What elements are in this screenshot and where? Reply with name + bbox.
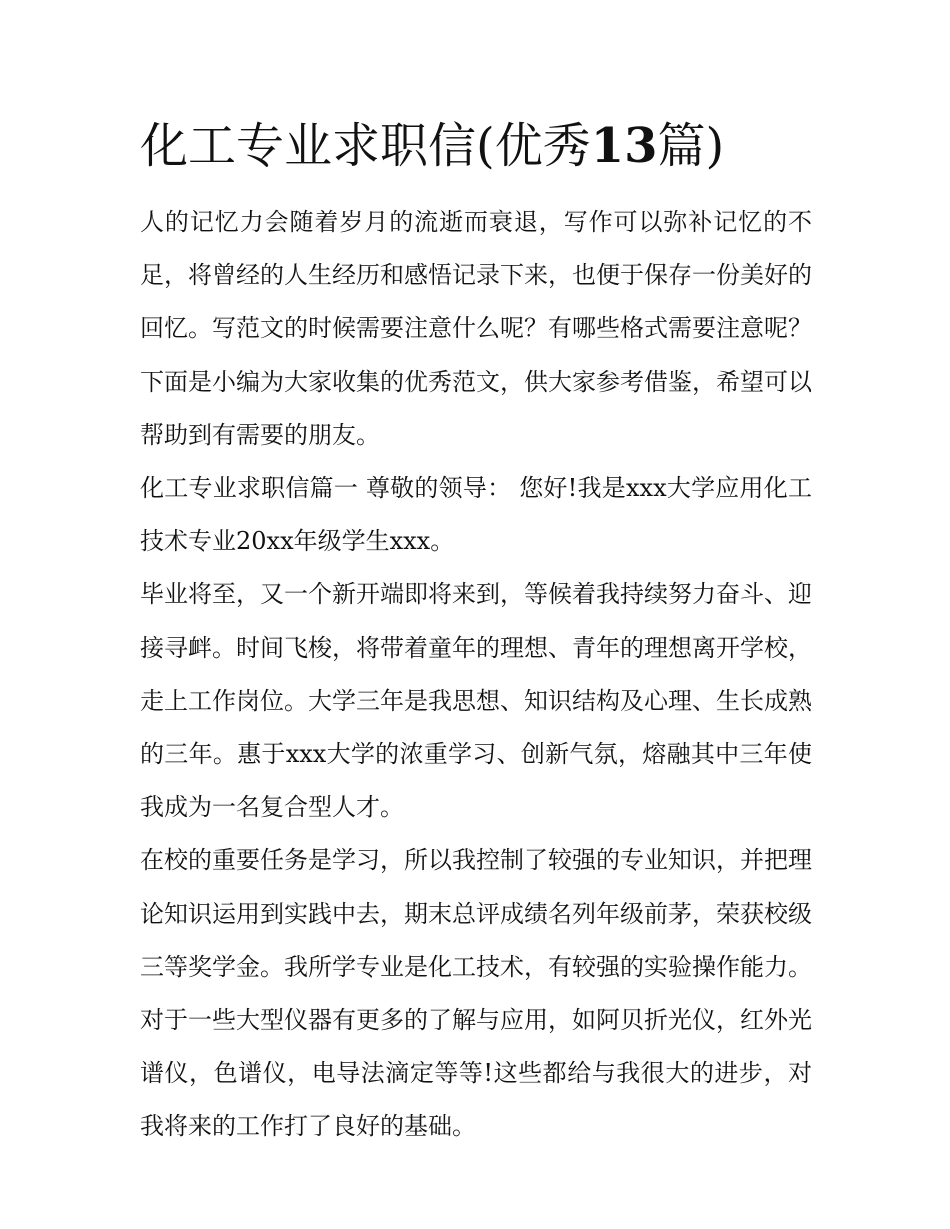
- body-paragraph-graduation: 毕业将至，又一个新开端即将来到，等候着我持续努力奋斗、迎接寻衅。时间飞梭，将带着童年的理想、青年的理想离开学校，走上工作岗位。大学三年是我思想、知识结构及心理、生长成熟的三年。惠于xxx大学的浓重学习、创新气氛，熔融其中三年使我成为一名复合型人才。: [140, 580, 812, 822]
- salutation-paragraph: 化工专业求职信篇一 尊敬的领导： 您好!我是xxx大学应用化工技术专业20xx年级学生xxx。: [140, 474, 812, 556]
- body-paragraph-study: 在校的重要任务是学习，所以我控制了较强的专业知识，并把理论知识运用到实践中去，期末总评成绩名列年级前茅，荣获校级三等奖学金。我所学专业是化工技术，有较强的实验操作能力。对于一些大型仪器有更多的了解与应用，如阿贝折光仪，红外光谱仪，色谱仪，电导法滴定等等!这些都给与我很大的进步，对我将来的工作打了良好的基础。: [140, 846, 812, 1141]
- page-title: [140, 112, 840, 180]
- title-suffix: 篇): [657, 118, 725, 174]
- document-body: [140, 196, 812, 1154]
- title-number: 13: [590, 118, 658, 174]
- intro-paragraph: 人的记忆力会随着岁月的流逝而衰退，写作可以弥补记忆的不足，将曾经的人生经历和感悟记录下来，也便于保存一份美好的回忆。写范文的时候需要注意什么呢？有哪些格式需要注意呢？下面是小编为大家收集的优秀范文，供大家参考借鉴，希望可以帮助到有需要的朋友。: [140, 208, 812, 449]
- title-text: 化工专业求职信(优秀: [140, 118, 591, 174]
